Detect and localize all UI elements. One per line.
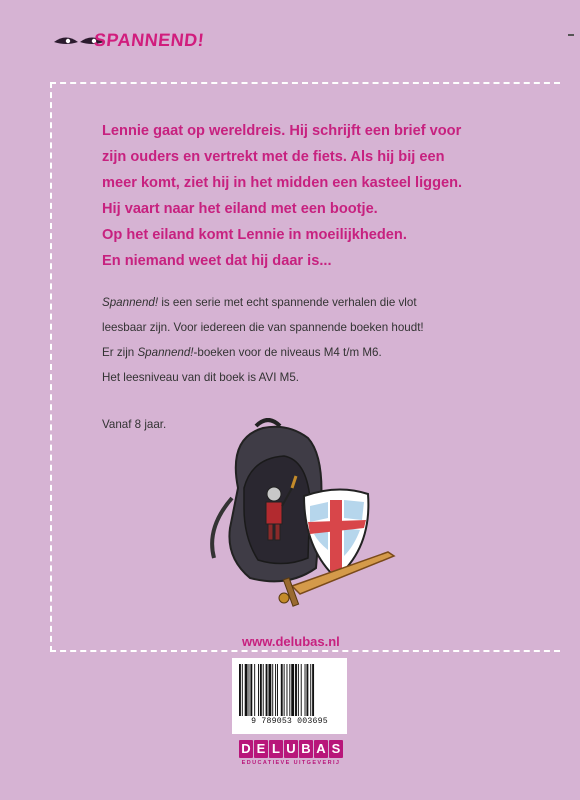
blurb-line: meer komt, ziet hij in het midden een kasteel liggen.	[102, 175, 463, 191]
publisher-letter: B	[299, 740, 313, 758]
blurb-line: Hij vaart naar het eiland met een bootje.	[102, 201, 378, 217]
info-text: is een serie met echt spannende verhalen die vlot	[158, 296, 417, 309]
publisher-letter: E	[254, 740, 268, 758]
backpack-shield-sword-illustration	[188, 418, 408, 618]
age-label: Vanaf 8 jaar.	[102, 418, 167, 431]
isbn-number: 9 789053 003695	[251, 717, 328, 726]
corner-mark	[568, 34, 574, 36]
info-text: -boeken voor de niveaus M4 t/m M6.	[193, 346, 382, 359]
series-info	[102, 290, 522, 390]
publisher-logo	[230, 740, 352, 766]
publisher-letter: A	[314, 740, 328, 758]
series-name: Spannend!	[102, 296, 159, 309]
blurb-line: En niemand weet dat hij daar is...	[102, 253, 332, 269]
series-title: SPANNEND!	[93, 30, 206, 50]
blurb-line: zijn ouders en vertrekt met de fiets. Als hij bij een	[102, 149, 445, 165]
info-line: Het leesniveau van dit boek is AVI M5.	[102, 371, 299, 384]
info-line	[102, 290, 522, 315]
barcode-icon	[239, 664, 340, 716]
series-name: Spannend!	[137, 346, 194, 359]
publisher-letter: S	[329, 740, 343, 758]
info-line: leesbaar zijn. Voor iedereen die van spannende boeken houdt!	[102, 321, 424, 334]
publisher-letter: L	[269, 740, 283, 758]
info-text: Er zijn	[102, 346, 138, 359]
publisher-letter: U	[284, 740, 298, 758]
story-blurb	[102, 118, 522, 274]
publisher-subtitle: EDUCATIEVE UITGEVERIJ	[241, 760, 341, 766]
blurb-line: Lennie gaat op wereldreis. Hij schrijft een brief voor	[102, 123, 462, 139]
info-line	[102, 340, 522, 365]
website-link[interactable]: www.delubas.nl	[242, 634, 340, 649]
spannend-logo	[52, 30, 204, 51]
publisher-name	[230, 740, 352, 758]
barcode	[232, 658, 347, 734]
blurb-line: Op het eiland komt Lennie in moeilijkheden.	[102, 227, 407, 243]
publisher-letter: D	[239, 740, 253, 758]
